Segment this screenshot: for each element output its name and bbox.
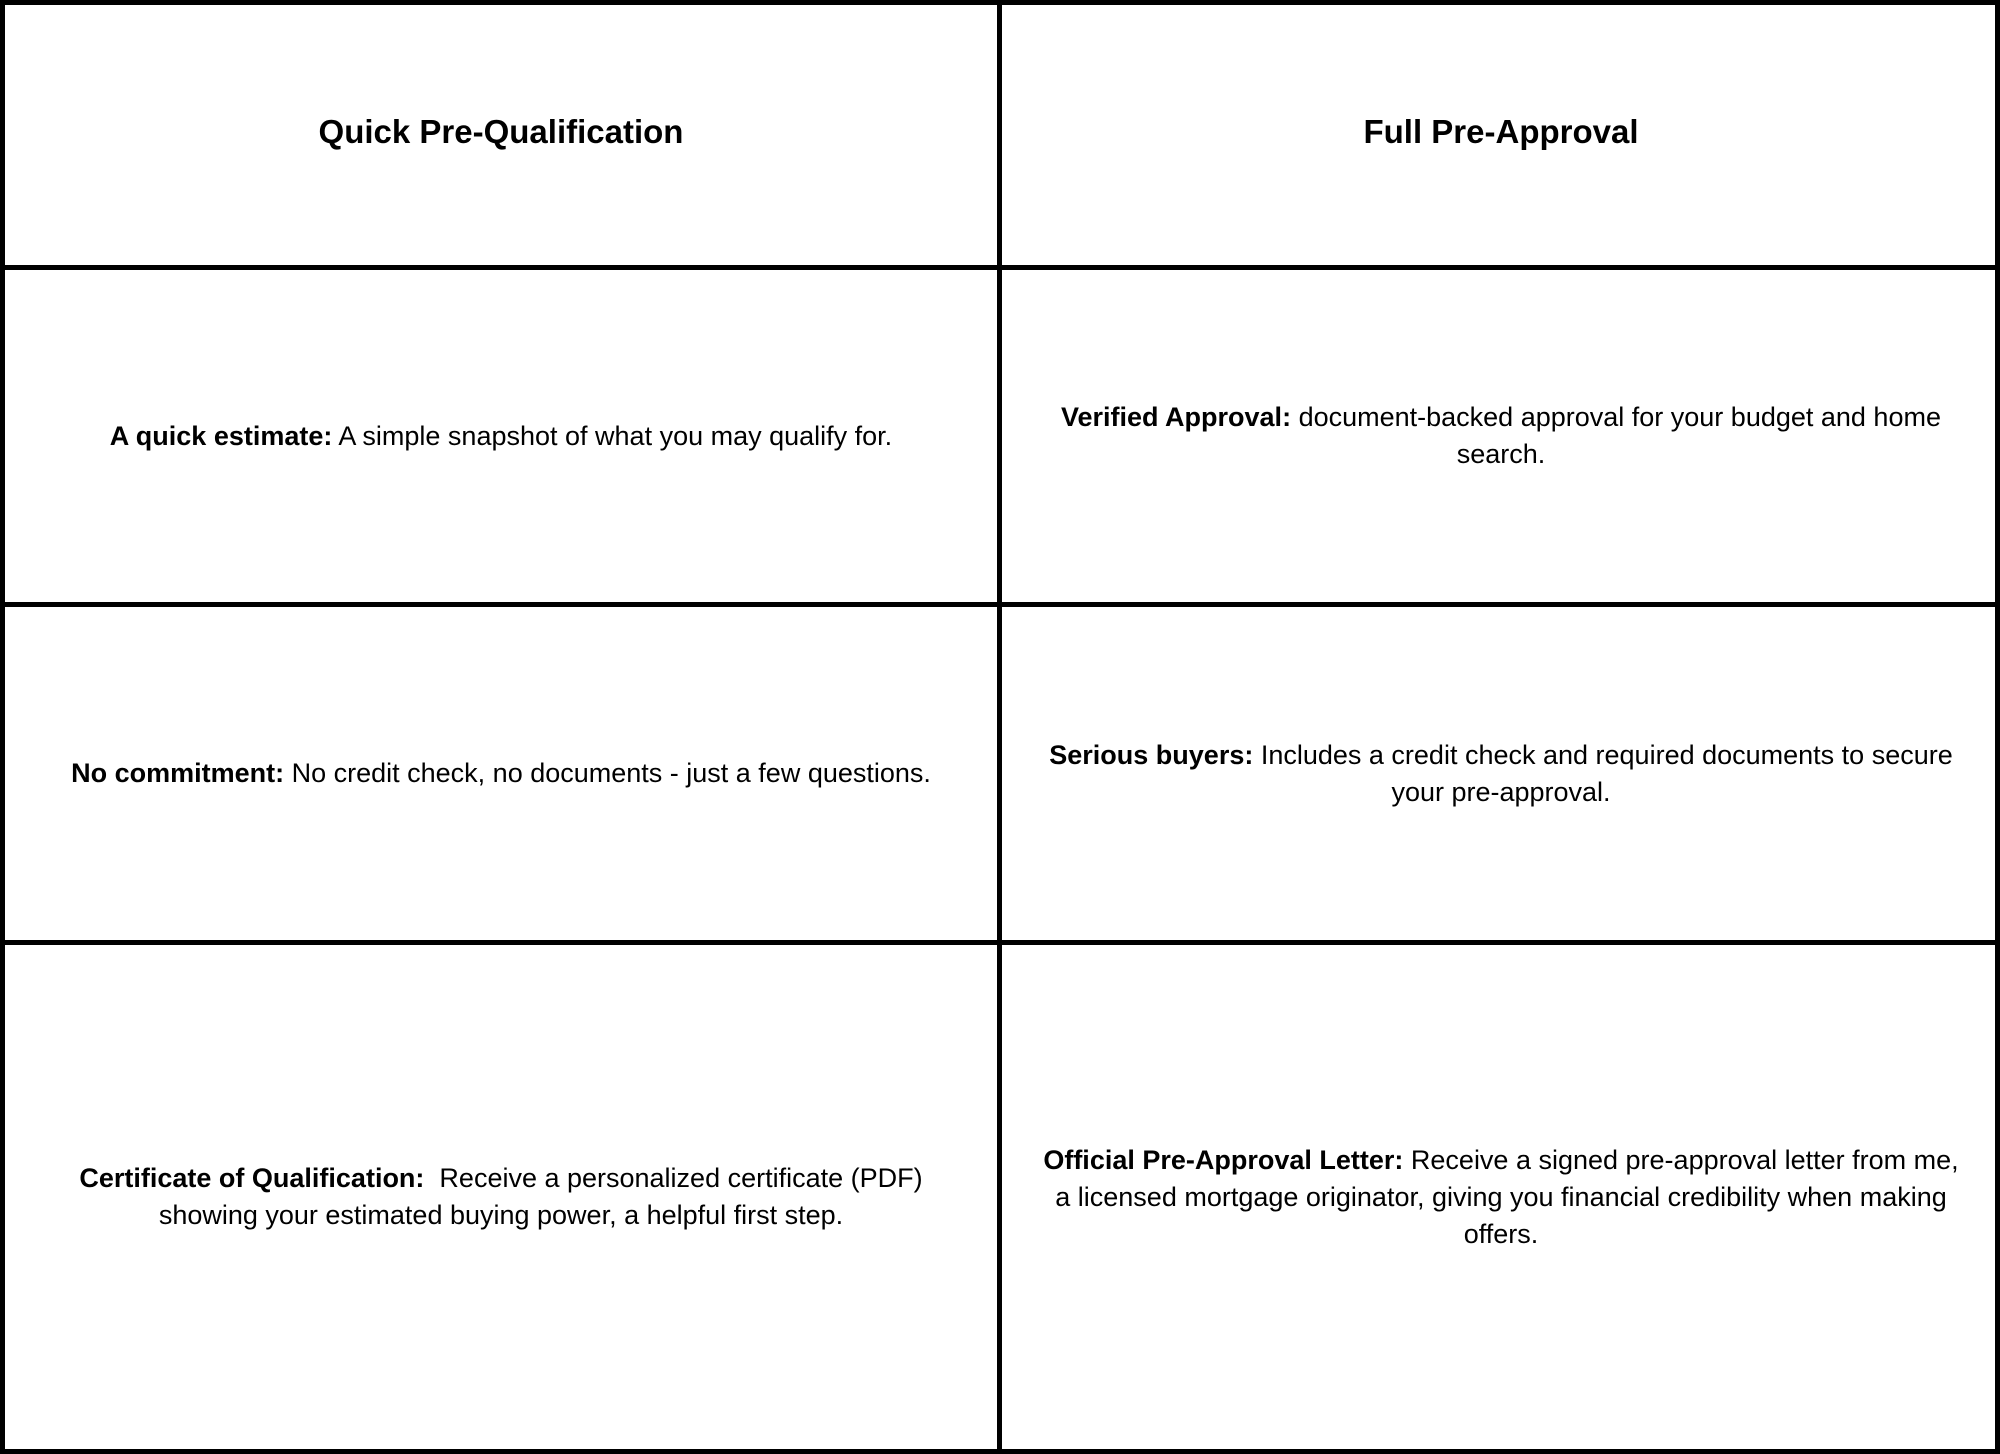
table-cell [5,270,1002,607]
table-cell [5,945,1002,1449]
table-cell [1002,607,2000,945]
cell-lead: A quick estimate: [109,420,333,451]
cell-description: document-backed approval for your budget and home search. [1291,402,1941,469]
cell-lead: Official Pre-Approval Letter: [1043,1144,1404,1175]
column-header-pre-approval: Full Pre-Approval [1363,113,1639,150]
cell-text [1036,399,1966,473]
cell-text [1036,1142,1966,1253]
cell-lead: No commitment: [71,758,285,788]
table-cell [5,607,1002,945]
header-cell-pre-qualification [5,5,1002,270]
cell-description: No credit check, no documents - just a few questions. [284,758,931,788]
cell-description: Receive a signed pre-approval letter from me, a licensed mortgage originator, giving you financial credibility when making offers. [1055,1144,1959,1249]
cell-description: Receive a personalized certificate (PDF) showing your estimated buying power, a helpful first step. [158,1163,931,1230]
header-cell-pre-approval [1002,5,2000,270]
cell-lead: Serious buyers: [1049,739,1254,770]
cell-description: A simple snapshot of what you may qualify for. [332,420,893,451]
cell-text [71,755,931,792]
cell-description: Includes a credit check and required documents to secure your pre-approval. [1253,739,1953,807]
table-cell [1002,945,2000,1449]
cell-text [39,1160,963,1234]
table-cell [1002,270,2000,607]
cell-text [110,418,892,455]
cell-lead: Certificate of Qualification: [79,1163,425,1193]
column-header-pre-qualification: Quick Pre-Qualification [318,113,684,150]
cell-lead: Verified Approval: [1061,402,1292,432]
cell-text [1036,737,1966,811]
